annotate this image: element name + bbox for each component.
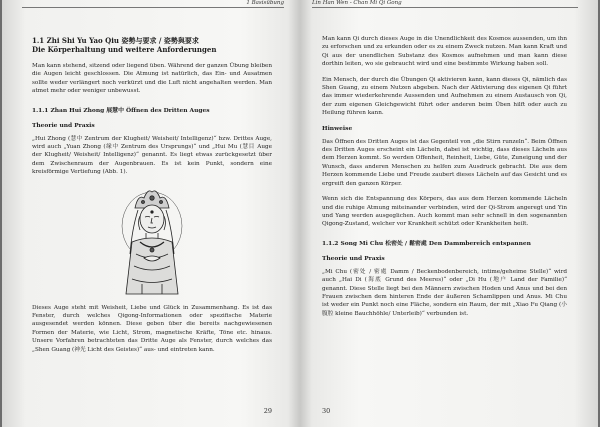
subsection-title: 1.1.2 Song Mi Chu 松密处 / 鬆密處 Den Dammbereich entspannen <box>322 239 531 247</box>
section-subtitle: Die Körperhaltung und weitere Anforderungen <box>32 45 217 54</box>
theory-heading: Theorie und Praxis <box>32 121 95 129</box>
left-page-content <box>32 36 272 361</box>
right-page-content <box>322 35 567 325</box>
body-paragraph: „Mi Chu (密处 / 密處 Damm / Beckenbodenbereich, intime/geheime Stelle)“ wird auch „Hai Di (海底 Grund des Meeres)“ oder „Di Hu (地户 Land der Familie)“ genannt. Diese Stelle liegt bei den Männern zwischen Hoden und Anus und bei den Frauen zwischen dem hinteren Ende der äußeren Schamlippen und Anus. Mi Chu ist weder ein Punkt noch eine Fläche, sondern ein Raum, der mit „Xiao Fu Qiang (小腹腔 kleine Bauchhöhle/ Unterleib)“ verbunden ist. <box>322 268 567 317</box>
page-number: 30 <box>322 407 331 415</box>
running-head: 1 Basisübung <box>22 0 284 8</box>
section-title: 1.1 Zhi Shi Yu Yao Qiu 姿勢与要求 / 姿勢與要求 <box>32 36 199 45</box>
body-paragraph: Dieses Auge steht mit Weisheit, Liebe und Glück in Zusammenhang. Es ist das Fenster, durch welches Qigong-Informationen oder spezifische Materie ausgesendet werden können. Diese geben über die bereits nachgewiesenen Formen der Materie, wie Licht, Strom, magnetische Kräfte, Töne etc. hinaus. Unsere Vorfahren betrachteten das Dritte Auge als Fenster, durch welches das „Shen Guang (神光 Licht des Geistes)“ aus- und eintreten kann. <box>32 304 272 353</box>
page-number: 29 <box>263 407 272 415</box>
right-page <box>302 0 598 427</box>
intro-paragraph: Man kann stehend, sitzend oder liegend üben. Während der ganzen Übung bleiben die Augen leicht geschlossen. Die Atmung ist natürlich, das Ein- und Ausatmen sollte weder verlängert noch verkürzt und die Luft nicht angehalten werden. Man atmet mehr oder weniger unbewusst. <box>32 63 272 95</box>
body-paragraph: „Hui Zhong (慧中 Zentrum der Klugheit/ Weisheit/ Intelligenz)“ bzw. Drittes Auge, wird auch „Yuan Zhong (缘中 Zentrum des Ursprungs)“ und „Hui Mu (慧目 Auge der Klugheit/ Weisheit/ Intelligenz)“ genannt. Es liegt etwas zurückgesetzt über dem Zwischenraum der Augenbrauen. Es ist kein Punkt, sondern eine kreisförmige Vertiefung (Abb. 1). <box>32 135 272 176</box>
body-paragraph: Ein Mensch, der durch die Übungen Qi aktivieren kann, kann dieses Qi, nämlich das Shen Guang, zu einem Nutzen abgeben. Nach der Aktivierung des eigenen Qi führt das immer wiederkehrende Aussenden und Aufnehmen zu einem Austausch von Qi, der zum eigenen Gleichgewicht führt oder anderen beim Üben hilft oder auch zu Heilung führen kann. <box>322 76 567 117</box>
body-paragraph: Das Öffnen des Dritten Auges ist das Gegenteil von „die Stirn runzeln“. Beim Öffnen des Dritten Auges erscheint ein Lächeln, dabei ist wichtig, dass dieses Lächeln aus dem Herzen kommt. So werden Offenheit, Reinheit, Liebe, Güte, Zuneigung und der Wunsch, dass anderen Menschen zu helfen zum Ausdruck gebracht. Die aus dem Herzen kommende Liebe und Freude zaubert dieses Lächeln auf das Gesicht und es ergreift den ganzen Körper. <box>322 138 567 187</box>
running-head: Lin Han Wen - Chan Mi Qi Gong <box>312 0 578 8</box>
body-paragraph: Wenn sich die Entspannung des Körpers, das aus dem Herzen kommende Lächeln und die ruhige Atmung miteinander verbinden, wird der Qi-Strom angeregt und Yin und Yang werden ausgeglichen. Auch kommt man sehr schnell in den sogenannten Qigong-Zustand, welcher vor Krankheit schützt oder Krankheiten heilt. <box>322 196 567 228</box>
subsection-title: 1.1.1 Zhan Hui Zhong 展慧中 Öffnen des Dritten Auges <box>32 106 210 114</box>
left-page <box>2 0 298 427</box>
body-paragraph: Man kann Qi durch dieses Auge in die Unendlichkeit des Kosmos aussenden, um ihn zu erforschen und zu erkunden oder es zu einem Zweck nutzen. Man kann Kraft und Qi aus der unendlichen Substanz des Kosmos aufnehmen und man kann diese dorthin leiten, wo sie gebraucht wird und eine bestimmte Wirkung haben soll. <box>322 36 567 68</box>
buddha-figure-illustration <box>102 184 202 296</box>
theory-heading: Theorie und Praxis <box>322 254 385 262</box>
book-spread <box>2 0 598 427</box>
hints-heading: Hinweise <box>322 124 353 132</box>
